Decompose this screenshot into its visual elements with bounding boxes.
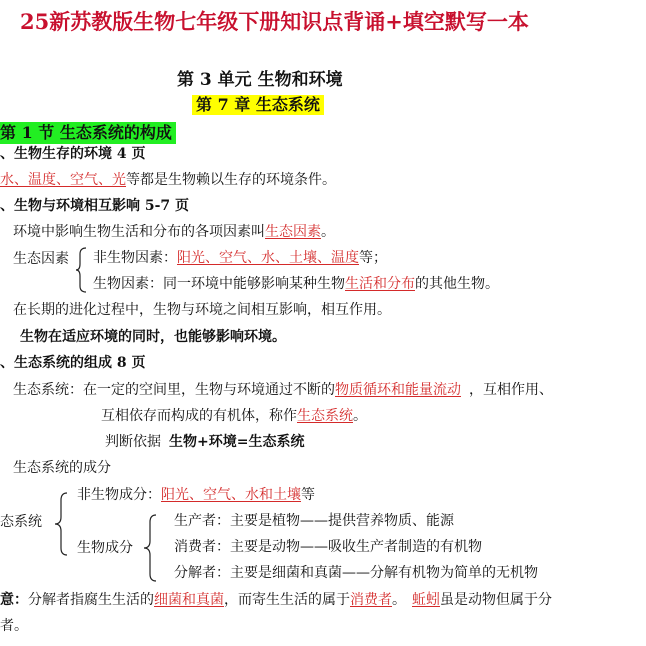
- ecosystem-def-line1: [13, 383, 553, 397]
- s1-heading: 、生物生存的环境 4 页: [0, 146, 146, 162]
- evolution-line: 在长期的进化过程中，生物与环境之间相互影响，相互作用。: [13, 302, 391, 318]
- abiotic-comp-end: 等: [301, 487, 315, 503]
- judge-line: [105, 435, 304, 449]
- adapt-line: 生物在适应环境的同时，也能够影响环境。: [20, 329, 286, 345]
- note-line: [0, 593, 552, 607]
- biotic-factors-line: [93, 277, 499, 291]
- abiotic-factors-line: [93, 251, 387, 265]
- s2-def-answer: 生态因素: [265, 224, 321, 240]
- note-text-a: 分解者指腐生生活的: [28, 592, 154, 608]
- ecosystem-brace: [55, 492, 69, 556]
- ecosystem-def-line2: [101, 409, 367, 423]
- s2-definition: [13, 225, 335, 239]
- unit-heading: 第 3 单元 生物和环境: [177, 70, 343, 90]
- s1-answer: 水、温度、空气、光: [0, 172, 126, 188]
- abiotic-factors-answer: 阳光、空气、水、土壤、温度: [177, 250, 359, 266]
- eco-def2-end: 。: [353, 408, 367, 424]
- note-line-2: 者。: [0, 618, 28, 634]
- note-answer-d: 消费者: [350, 592, 392, 608]
- note-text-c: ，而寄生生活的属于: [224, 592, 350, 608]
- decomposer-line: 分解者：主要是细菌和真菌——分解有机物为简单的无机物: [174, 565, 538, 581]
- s2-def-text: 环境中影响生物生活和分布的各项因素叫: [13, 224, 265, 240]
- abiotic-comp-label: 非生物成分：: [77, 487, 161, 503]
- note-label: 意：: [0, 592, 28, 608]
- s3-heading: 、生态系统的组成 8 页: [0, 355, 146, 371]
- chapter-heading: 第 7 章 生态系统: [192, 95, 324, 115]
- eco-def-text: 生态系统：在一定的空间里，生物与环境通过不断的: [13, 382, 335, 398]
- note-text-g: 虽是动物但属于分: [440, 592, 552, 608]
- document-title: 25新苏教版生物七年级下册知识点背诵+填空默写一本: [20, 9, 529, 34]
- section-heading: 第 1 节 生态系统的构成: [0, 122, 176, 144]
- ecosystem-label: 态系统: [0, 514, 42, 530]
- biotic-factors-end: 的其他生物。: [415, 276, 499, 292]
- note-answer-b: 细菌和真菌: [154, 592, 224, 608]
- bio-components-label: 生物成分: [77, 540, 133, 556]
- abiotic-factors-end: 等；: [359, 250, 387, 266]
- factors-label: 生态因素: [13, 251, 69, 267]
- abiotic-comp-answer: 阳光、空气、水和土壤: [161, 487, 301, 503]
- consumer-line: 消费者：主要是动物——吸收生产者制造的有机物: [174, 539, 482, 555]
- judge-formula: 生物+环境=生态系统: [169, 434, 305, 450]
- producer-line: 生产者：主要是植物——提供营养物质、能源: [174, 513, 454, 529]
- eco-def-answer: 物质循环和能量流动: [335, 382, 461, 398]
- biotic-factors-text: 生物因素：同一环境中能够影响某种生物: [93, 276, 345, 292]
- abiotic-components-line: [77, 488, 315, 502]
- note-text-e: 。: [392, 592, 406, 608]
- eco-def2-answer: 生态系统: [297, 408, 353, 424]
- components-heading: 生态系统的成分: [13, 460, 111, 476]
- note-answer-f: 蚯蚓: [412, 592, 440, 608]
- eco-def-end: ，互相作用、: [469, 382, 553, 398]
- eco-def2-text: 互相依存而构成的有机体，称作: [101, 408, 297, 424]
- factors-brace: [76, 247, 88, 293]
- s1-text: 等都是生物赖以生存的环境条件。: [126, 172, 336, 188]
- judge-label: 判断依据: [105, 434, 161, 450]
- s2-heading: 、生物与环境相互影响 5-7 页: [0, 198, 190, 214]
- biotic-factors-answer: 生活和分布: [345, 276, 415, 292]
- s1-line: [0, 173, 336, 187]
- s2-def-end: 。: [321, 224, 335, 240]
- bio-components-brace: [144, 514, 158, 582]
- abiotic-factors-label: 非生物因素：: [93, 250, 177, 266]
